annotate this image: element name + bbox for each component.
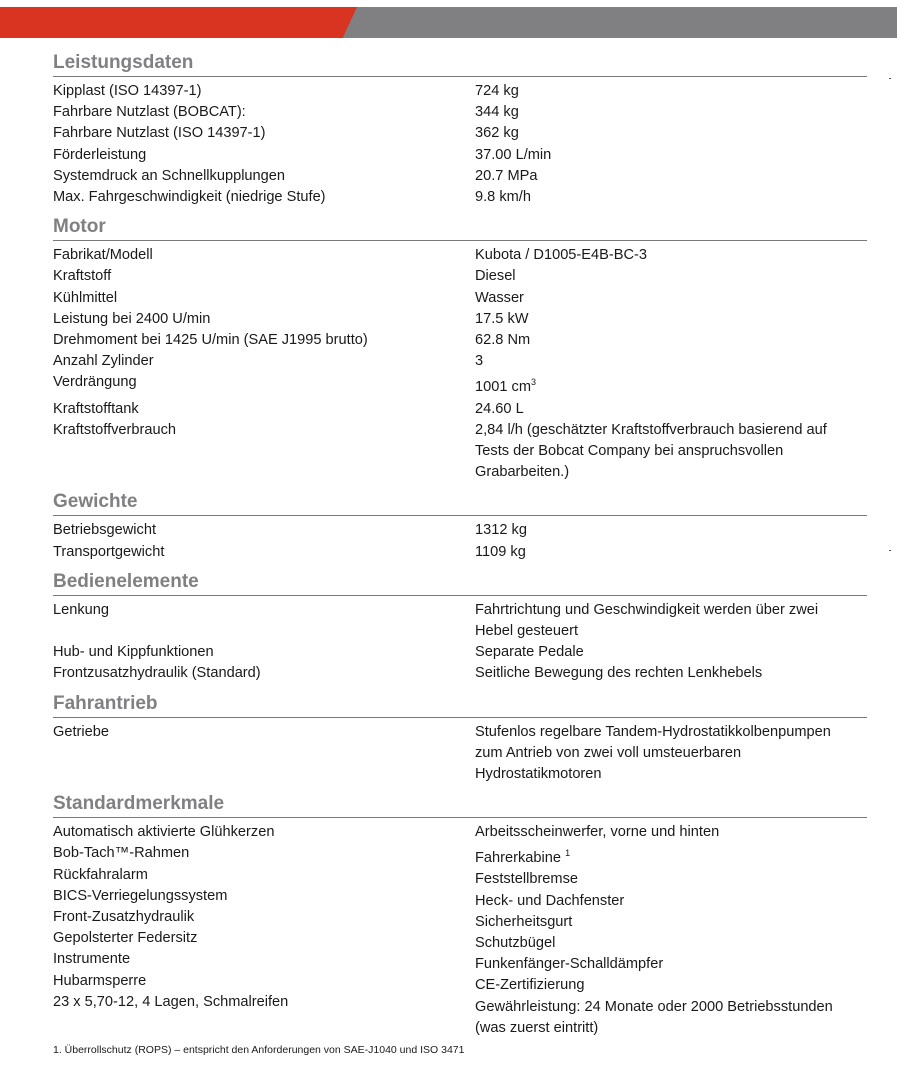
spec-label: Max. Fahrgeschwindigkeit (niedrige Stufe): [53, 189, 326, 206]
feature-item: Feststellbremse: [475, 871, 578, 888]
spec-label: Frontzusatzhydraulik (Standard): [53, 665, 261, 682]
spec-value: Seitliche Bewegung des rechten Lenkhebels: [475, 665, 763, 682]
feature-item: Gepolsterter Federsitz: [53, 930, 198, 947]
spec-label: Förderleistung: [53, 146, 147, 163]
feature-item: Arbeitsscheinwerfer, vorne und hinten: [475, 824, 720, 841]
section-title: Fahrantrieb: [53, 692, 158, 714]
feature-item: Front-Zusatzhydraulik: [53, 908, 195, 925]
spec-row: [53, 330, 867, 351]
feature-item: Rückfahralarm: [53, 866, 148, 883]
divider: [53, 595, 867, 596]
spec-value: 37.00 L/min: [475, 146, 552, 163]
divider: [53, 76, 867, 77]
spec-value: 344 kg: [475, 104, 519, 121]
section-title: Gewichte: [53, 491, 138, 513]
section-gewichte: [53, 488, 867, 562]
spec-row: [53, 187, 867, 208]
section-title: Standardmerkmale: [53, 793, 225, 815]
feature-item: Bob-Tach™-Rahmen: [53, 845, 190, 862]
spec-label: Kraftstoff: [53, 268, 112, 285]
spec-label: Leistung bei 2400 U/min: [53, 310, 211, 327]
spec-value: 20.7 MPa: [475, 167, 538, 184]
section-title: Motor: [53, 216, 106, 238]
section-standardmerkmale: [53, 790, 867, 1039]
spec-label: Fabrikat/Modell: [53, 247, 153, 264]
footnote-ref: 1: [565, 848, 571, 859]
section-bedienelemente: [53, 568, 867, 685]
feature-item: Funkenfänger-Schalldämpfer: [475, 956, 664, 973]
feature-list-right: [475, 822, 845, 1039]
spec-row: [53, 123, 867, 144]
spec-row: [53, 288, 867, 309]
margin-mark: [889, 550, 891, 551]
spec-label: Drehmoment bei 1425 U/min (SAE J1995 brutto): [53, 332, 368, 349]
feature-item: Schutzbügel: [475, 935, 556, 952]
spec-value: 362 kg: [475, 125, 519, 142]
spec-label: Fahrbare Nutzlast (ISO 14397-1): [53, 125, 266, 142]
section-title: Bedienelemente: [53, 570, 199, 592]
feature-text: Fahrerkabine: [475, 850, 561, 867]
footnote: 1. Überrollschutz (ROPS) – entspricht den Anforderungen von SAE-J1040 und ISO 3471: [53, 1044, 465, 1057]
spec-row: [53, 81, 867, 102]
spec-label: Anzahl Zylinder: [53, 353, 154, 370]
spec-value: 2,84 l/h (geschätzter Kraftstoffverbrauch basierend auf Tests der Bobcat Company bei anspruchsvollen Grabarbeiten.): [475, 421, 827, 481]
section-motor: [53, 213, 867, 483]
spec-label: Kraftstoffverbrauch: [53, 421, 177, 438]
spec-value: 1312 kg: [475, 522, 527, 539]
spec-value: Wasser: [475, 289, 524, 306]
spec-value: Fahrtrichtung und Geschwindigkeit werden über zwei Hebel gesteuert: [475, 601, 819, 639]
spec-row: [53, 642, 867, 663]
feature-item: 23 x 5,70-12, 4 Lagen, Schmalreifen: [53, 993, 289, 1010]
superscript: 3: [530, 377, 536, 388]
displacement-value: 1001 cm: [475, 379, 531, 396]
spec-label: Transportgewicht: [53, 543, 165, 560]
divider: [53, 817, 867, 818]
spec-value: Kubota / D1005-E4B-BC-3: [475, 247, 647, 264]
spec-row: [53, 663, 867, 684]
spec-row: [53, 520, 867, 541]
spec-label: Systemdruck an Schnellkupplungen: [53, 167, 286, 184]
feature-columns: [53, 822, 867, 1039]
feature-item: CE-Zertifizierung: [475, 977, 585, 994]
spec-value: [475, 372, 835, 398]
spec-row: [53, 102, 867, 123]
feature-item: BICS-Verriegelungssystem: [53, 887, 228, 904]
spec-label: Verdrängung: [53, 374, 137, 391]
feature-item: Gewährleistung: 24 Monate oder 2000 Betriebsstunden (was zuerst eintritt): [475, 998, 833, 1036]
spec-row: [53, 166, 867, 187]
spec-row: [53, 399, 867, 420]
spec-label: Fahrbare Nutzlast (BOBCAT):: [53, 104, 246, 121]
feature-item: [475, 843, 845, 869]
spec-row: [53, 145, 867, 166]
spec-value: 3: [475, 353, 484, 370]
feature-item: Hubarmsperre: [53, 972, 147, 989]
divider: [53, 240, 867, 241]
spec-value: 24.60 L: [475, 400, 524, 417]
spec-row: [53, 245, 867, 266]
margin-mark: [889, 78, 891, 79]
spec-row: [53, 266, 867, 287]
feature-item: Heck- und Dachfenster: [475, 892, 625, 909]
section-fahrantrieb: [53, 690, 867, 786]
spec-label: Betriebsgewicht: [53, 522, 157, 539]
feature-item: Automatisch aktivierte Glühkerzen: [53, 824, 275, 841]
feature-list-left: [53, 822, 475, 1039]
spec-row: [53, 722, 867, 786]
spec-value: 9.8 km/h: [475, 189, 531, 206]
spec-label: Getriebe: [53, 723, 109, 740]
spec-row: [53, 420, 867, 484]
spec-value: Separate Pedale: [475, 644, 584, 661]
spec-label: Kipplast (ISO 14397-1): [53, 83, 202, 99]
divider: [53, 717, 867, 718]
spec-value: 17.5 kW: [475, 310, 529, 327]
spec-sheet: [53, 49, 867, 1056]
spec-label: Kühlmittel: [53, 289, 118, 306]
section-title: Leistungsdaten: [53, 52, 194, 73]
spec-row: [53, 372, 867, 398]
divider: [53, 515, 867, 516]
brand-stripe: [0, 7, 357, 38]
section-leistungsdaten: [53, 49, 867, 208]
spec-row: [53, 351, 867, 372]
spec-value: Stufenlos regelbare Tandem-Hydrostatikkolbenpumpen zum Antrieb von zwei voll umsteuerbaren Hydrostatikmotoren: [475, 723, 831, 782]
spec-row: [53, 309, 867, 330]
spec-label: Kraftstofftank: [53, 400, 139, 417]
spec-value: Diesel: [475, 268, 516, 285]
spec-row: [53, 542, 867, 563]
spec-label: Hub- und Kippfunktionen: [53, 644, 214, 661]
spec-value: 62.8 Nm: [475, 332, 531, 349]
spec-label: Lenkung: [53, 601, 109, 618]
spec-value: 724 kg: [475, 83, 519, 99]
spec-value: 1109 kg: [475, 543, 526, 560]
feature-item: Instrumente: [53, 951, 131, 968]
spec-row: [53, 600, 867, 642]
feature-item: Sicherheitsgurt: [475, 913, 573, 930]
